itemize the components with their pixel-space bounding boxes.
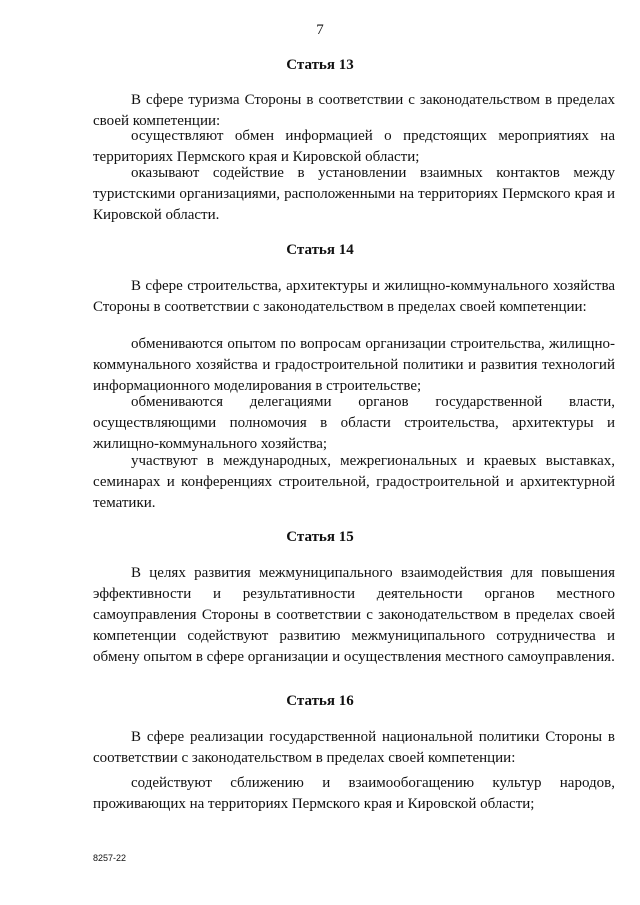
article-13-heading: Статья 13 xyxy=(286,57,354,73)
article-14-paragraph-4: участвуют в международных, межрегиональных и краевых выставках, семинарах и конференциях строительной, градостроительной и архитектурной тематики. xyxy=(93,453,615,511)
article-14-paragraph-3: обмениваются делегациями органов государственной власти, осуществляющими полномочия в области строительства, архитектуры и жилищно-коммунального хозяйства; xyxy=(93,394,615,452)
article-15-heading: Статья 15 xyxy=(286,529,354,545)
article-14-paragraph-2: обмениваются опытом по вопросам организации строительства, жилищно-коммунального хозяйства и градостроительной политики и развития технологий информационного моделирования в строительстве; xyxy=(93,336,615,394)
article-14-paragraph-1: В сфере строительства, архитектуры и жилищно-коммунального хозяйства Стороны в соответствии с законодательством в пределах своей компетенции: xyxy=(93,278,615,315)
article-13-paragraph-3: оказывают содействие в установлении взаимных контактов между туристскими организациями, расположенными на территориях Пермского края и Кировской области. xyxy=(93,165,615,223)
article-16-paragraph-1: В сфере реализации государственной национальной политики Стороны в соответствии с законодательством в пределах своей компетенции: xyxy=(93,729,615,766)
article-16-heading: Статья 16 xyxy=(286,693,354,709)
page-number: 7 xyxy=(316,22,324,38)
document-code: 8257-22 xyxy=(93,853,127,863)
article-13-paragraph-2: осуществляют обмен информацией о предстоящих мероприятиях на территориях Пермского края и Кировской области; xyxy=(93,128,615,165)
article-16-paragraph-2: содействуют сближению и взаимообогащению культур народов, проживающих на территориях Пермского края и Кировской области; xyxy=(93,775,615,812)
article-14-heading: Статья 14 xyxy=(286,242,354,258)
article-15-paragraph-1: В целях развития межмуниципального взаимодействия для повышения эффективности и результативности деятельности органов местного самоуправления Стороны в соответствии с законодательством в пределах своей компетенции содействуют развитию межмуниципального сотрудничества и обмену опытом в сфере организации и осуществления местного самоуправления. xyxy=(93,565,615,665)
article-13-paragraph-1: В сфере туризма Стороны в соответствии с законодательством в пределах своей компетенции: xyxy=(93,92,615,129)
